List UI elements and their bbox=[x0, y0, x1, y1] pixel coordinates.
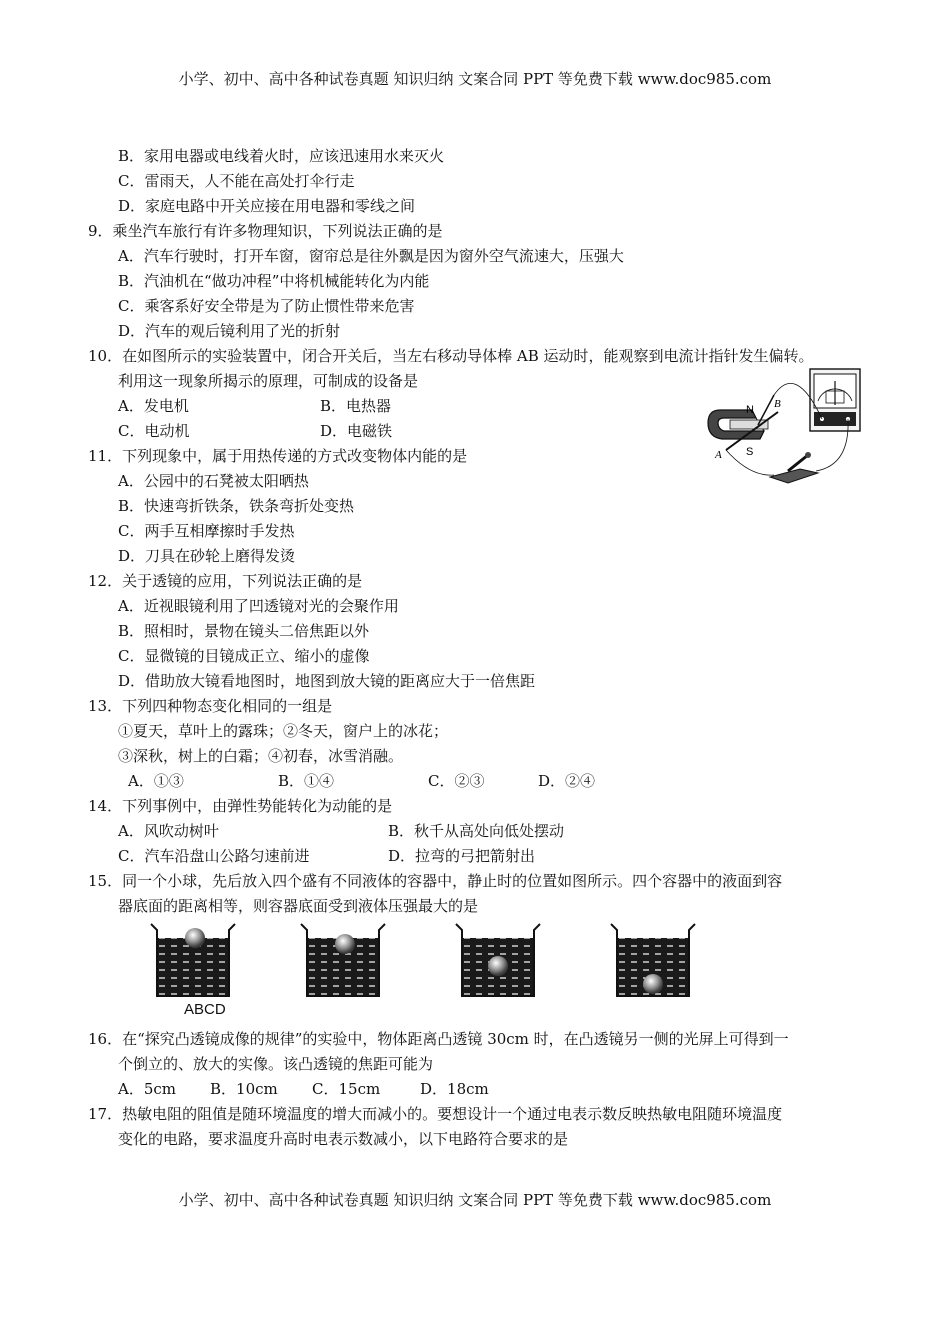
q13-item-line1: ①夏天，草叶上的露珠；②冬天，窗户上的冰花； bbox=[118, 722, 449, 740]
q11-option-a: A．公园中的石凳被太阳晒热 bbox=[118, 472, 309, 490]
magnet-south-label: S bbox=[746, 446, 754, 458]
q9-option-b: B．汽油机在“做功冲程”中将机械能转化为内能 bbox=[118, 272, 430, 290]
q11-option-b: B．快速弯折铁条，铁条弯折处变热 bbox=[118, 497, 355, 515]
induction-apparatus-figure bbox=[700, 365, 890, 490]
ball-d bbox=[643, 974, 663, 994]
q10-option-d: D．电磁铁 bbox=[320, 422, 393, 440]
q16-stem-line2: 个倒立的、放大的实像。该凸透镜的焦距可能为 bbox=[118, 1055, 434, 1073]
q11-stem: 11．下列现象中，属于用热传递的方式改变物体内能的是 bbox=[88, 447, 468, 465]
q11-option-d: D．刀具在砂轮上磨得发烫 bbox=[118, 547, 296, 565]
q14-option-d: D．拉弯的弓把箭射出 bbox=[388, 847, 536, 865]
q16-option-b: B．10cm bbox=[210, 1080, 278, 1098]
q14-stem: 14．下列事例中，由弹性势能转化为动能的是 bbox=[88, 797, 393, 815]
ball-a bbox=[185, 928, 205, 948]
beaker-c bbox=[456, 924, 540, 996]
q16-stem-line1: 16．在“探究凸透镜成像的规律”的实验中，物体距离凸透镜 30cm 时，在凸透镜另一侧的光屏上可得到一 bbox=[88, 1030, 789, 1048]
q12-option-a: A．近视眼镜利用了凹透镜对光的会聚作用 bbox=[118, 597, 399, 615]
q17-stem-line2: 变化的电路，要求温度升高时电表示数减小，以下电路符合要求的是 bbox=[118, 1130, 569, 1148]
q13-option-a: A．①③ bbox=[128, 772, 184, 790]
q16-option-d: D．18cm bbox=[420, 1080, 489, 1098]
rod-end-b-label: B bbox=[774, 398, 781, 410]
q15-stem-line1: 15．同一个小球，先后放入四个盛有不同液体的容器中，静止时的位置如图所示。四个容器中的液面到容 bbox=[88, 872, 783, 890]
q16-option-c: C．15cm bbox=[312, 1080, 381, 1098]
q17-stem-line1: 17．热敏电阻的阻值是随环境温度的增大而减小的。要想设计一个通过电表示数反映热敏电阻随环境温度 bbox=[88, 1105, 783, 1123]
ball-b bbox=[335, 934, 355, 954]
page-header: 小学、初中、高中各种试卷真题 知识归纳 文案合同 PPT 等免费下载 www.doc985.com bbox=[178, 70, 772, 88]
magnet-north-label: N bbox=[746, 404, 754, 416]
q13-option-c: C．②③ bbox=[428, 772, 485, 790]
page-footer: 小学、初中、高中各种试卷真题 知识归纳 文案合同 PPT 等免费下载 www.doc985.com bbox=[178, 1191, 772, 1209]
beakers-figure bbox=[145, 918, 705, 1000]
q14-option-a: A．风吹动树叶 bbox=[118, 822, 219, 840]
q11-option-c: C．两手互相摩擦时手发热 bbox=[118, 522, 295, 540]
q8-option-d: D．家庭电路中开关应接在用电器和零线之间 bbox=[118, 197, 416, 215]
q16-option-a: A．5cm bbox=[118, 1080, 177, 1098]
q13-option-b: B．①④ bbox=[278, 772, 335, 790]
q12-option-b: B．照相时，景物在镜头二倍焦距以外 bbox=[118, 622, 370, 640]
q13-option-d: D．②④ bbox=[538, 772, 596, 790]
q8-option-b: B．家用电器或电线着火时，应该迅速用水来灭火 bbox=[118, 147, 445, 165]
beakers-label: ABCD bbox=[184, 1001, 226, 1018]
beaker-d bbox=[611, 924, 695, 996]
q12-stem: 12．关于透镜的应用，下列说法正确的是 bbox=[88, 572, 363, 590]
q9-stem: 9．乘坐汽车旅行有许多物理知识，下列说法正确的是 bbox=[88, 222, 443, 240]
q10-stem-line2: 利用这一现象所揭示的原理，可制成的设备是 bbox=[118, 372, 419, 390]
q12-option-d: D．借助放大镜看地图时，地图到放大镜的距离应大于一倍焦距 bbox=[118, 672, 536, 690]
q10-option-c: C．电动机 bbox=[118, 422, 190, 440]
rod-end-a-label: A bbox=[715, 449, 722, 461]
q14-option-b: B．秋千从高处向低处摆动 bbox=[388, 822, 565, 840]
q15-stem-line2: 器底面的距离相等，则容器底面受到液体压强最大的是 bbox=[118, 897, 479, 915]
q12-option-c: C．显微镜的目镜成正立、缩小的虚像 bbox=[118, 647, 370, 665]
q8-option-c: C．雷雨天，人不能在高处打伞行走 bbox=[118, 172, 355, 190]
q9-option-c: C．乘客系好安全带是为了防止惯性带来危害 bbox=[118, 297, 415, 315]
beaker-b bbox=[301, 924, 385, 996]
q14-option-c: C．汽车沿盘山公路匀速前进 bbox=[118, 847, 310, 865]
q10-option-b: B．电热器 bbox=[320, 397, 392, 415]
q13-item-line2: ③深秋，树上的白霜；④初春，冰雪消融。 bbox=[118, 747, 404, 765]
q10-option-a: A．发电机 bbox=[118, 397, 189, 415]
ball-c bbox=[488, 956, 508, 976]
q9-option-a: A．汽车行驶时，打开车窗，窗帘总是往外飘是因为窗外空气流速大，压强大 bbox=[118, 247, 624, 265]
beaker-a bbox=[151, 924, 235, 996]
q13-stem: 13．下列四种物态变化相同的一组是 bbox=[88, 697, 333, 715]
q9-option-d: D．汽车的观后镜利用了光的折射 bbox=[118, 322, 341, 340]
q10-stem-line1: 10．在如图所示的实验装置中，闭合开关后，当左右移动导体棒 AB 运动时，能观察到电流计指针发生偏转。 bbox=[88, 347, 814, 365]
